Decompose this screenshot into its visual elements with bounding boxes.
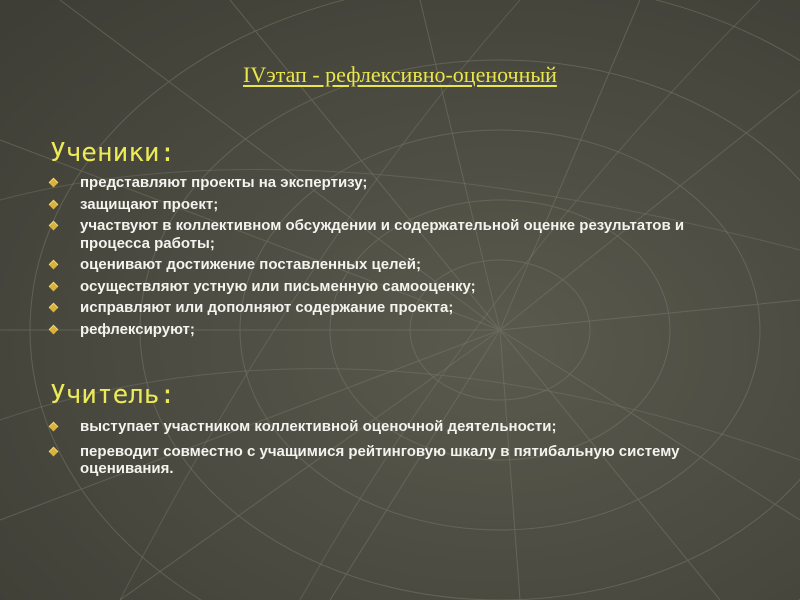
diamond-bullet-icon bbox=[49, 446, 59, 456]
list-item bbox=[48, 418, 688, 436]
diamond-bullet-icon bbox=[49, 303, 59, 313]
list-item-text: представляют проекты на экспертизу; bbox=[80, 174, 368, 191]
list-item bbox=[48, 196, 688, 214]
list-item-text: переводит совместно с учащимися рейтинговую шкалу в пятибальную систему оценивания. bbox=[80, 442, 680, 477]
teacher-heading: Учитель: bbox=[50, 380, 176, 410]
diamond-bullet-icon bbox=[49, 422, 59, 432]
diamond-bullet-icon bbox=[49, 281, 59, 291]
list-item bbox=[48, 443, 688, 478]
diamond-bullet-icon bbox=[49, 178, 59, 188]
list-item bbox=[48, 299, 688, 317]
slide-title: IVэтап - рефлексивно-оценочный bbox=[243, 62, 557, 87]
diamond-bullet-icon bbox=[49, 199, 59, 209]
diamond-bullet-icon bbox=[49, 260, 59, 270]
list-item bbox=[48, 321, 688, 339]
list-item-text: оценивают достижение поставленных целей; bbox=[80, 256, 421, 273]
list-item bbox=[48, 174, 688, 192]
list-item-text: участвуют в коллективном обсуждении и содержательной оценке результатов и процесса работы; bbox=[80, 217, 685, 252]
list-item bbox=[48, 217, 688, 252]
diamond-bullet-icon bbox=[49, 324, 59, 334]
list-item bbox=[48, 256, 688, 274]
list-item bbox=[48, 278, 688, 296]
list-item-text: рефлексируют; bbox=[80, 320, 195, 338]
list-item-text: исправляют или дополняют содержание проекта; bbox=[80, 299, 454, 316]
list-item-text: защищают проект; bbox=[80, 195, 219, 213]
list-item-text: осуществляют устную или письменную самооценку; bbox=[80, 277, 476, 295]
students-list bbox=[48, 174, 688, 342]
list-item-text: выступает участником коллективной оценочной деятельности; bbox=[80, 418, 557, 435]
diamond-bullet-icon bbox=[49, 221, 59, 231]
teacher-list bbox=[48, 418, 688, 485]
students-heading: Ученики: bbox=[50, 138, 176, 168]
